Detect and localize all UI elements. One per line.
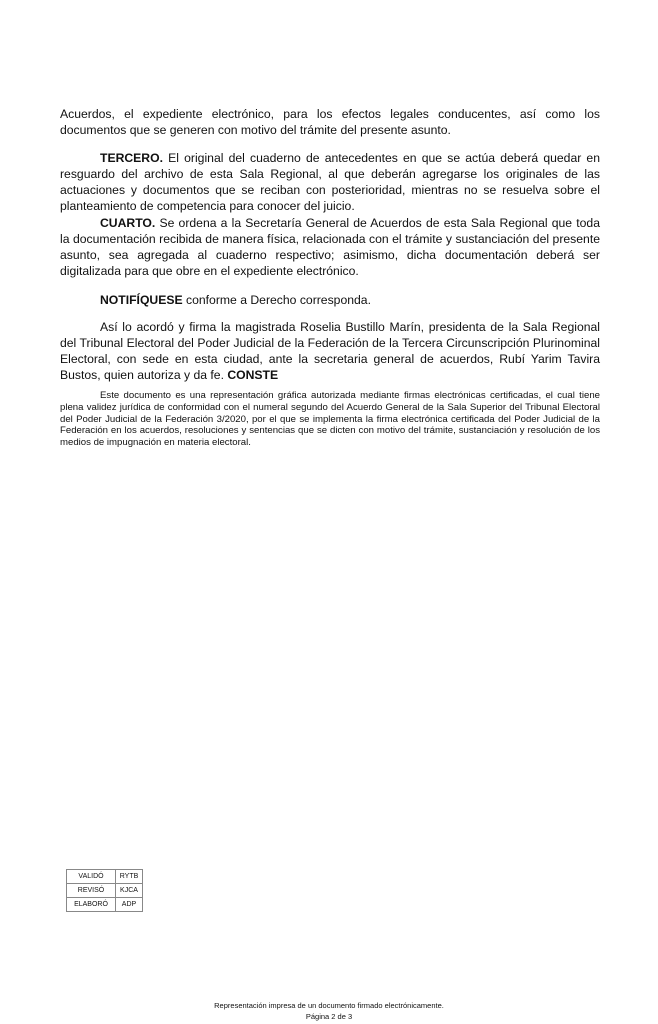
tercero-heading: TERCERO.: [100, 151, 163, 165]
notifiquese-heading: NOTIFÍQUESE: [100, 293, 183, 307]
initials-row: [67, 898, 143, 912]
closing-paragraph: [60, 319, 600, 383]
footer-page-number: Página 2 de 3: [305, 1012, 353, 1021]
initials-table: [66, 869, 143, 912]
initials-row: [67, 870, 143, 884]
intro-paragraph: Acuerdos, el expediente electrónico, para los efectos legales conducentes, así como los documentos que se generen con motivo del trámite del presente asunto.: [60, 107, 600, 137]
initials-value: ADP: [116, 898, 143, 912]
conste-word: CONSTE: [227, 368, 279, 382]
initials-value: KJCA: [116, 884, 143, 898]
closing-text: Así lo acordó y firma la magistrada Roselia Bustillo Marín, presidenta de la Sala Regional del Tribunal Electoral del Poder Judicial de la Federación de la Tercera Circunscripción Plurinominal Electoral, con sede en esta ciudad, ante la secretaria general de acuerdos, Rubí Yarim Tavira Bustos, quien autoriza y da fe.: [60, 320, 600, 382]
initials-role: ELABORÓ: [67, 898, 116, 912]
cuarto-text: Se ordena a la Secretaría General de Acuerdos de esta Sala Regional que toda la documentación recibida de manera física, relacionada con el trámite y sustanciación del presente asunto, sea agregada al cuaderno respectivo; asimismo, dicha documentación deberá ser digitalizada para que obre en el expediente electrónico.: [60, 216, 600, 278]
cuarto-paragraph: [60, 215, 600, 279]
electronic-signature-note: Este documento es una representación gráfica autorizada mediante firmas electrónicas certificadas, el cual tiene plena validez jurídica de conformidad con el numeral segundo del Acuerdo General de la Sala Superior del Tribunal Electoral del Poder Judicial de la Federación 3/2020, por el que se implementa la firma electrónica certificada del Poder Judicial de la Federación en los acuerdos, resoluciones y sentencias que se dicten con motivo del trámite, sustanciación y resolución de los medios de impugnación en materia electoral.: [60, 390, 600, 449]
notifiquese-paragraph: [60, 292, 600, 308]
initials-row: [67, 884, 143, 898]
footer-printed-representation: Representación impresa de un documento firmado electrónicamente.: [214, 1001, 444, 1010]
initials-value: RYTB: [116, 870, 143, 884]
tercero-paragraph: [60, 150, 600, 214]
cuarto-heading: CUARTO.: [100, 216, 156, 230]
initials-role: REVISÓ: [67, 884, 116, 898]
tercero-text: El original del cuaderno de antecedentes en que se actúa deberá quedar en resguardo del archivo de esta Sala Regional, al que deberán agregarse los originales de las actuaciones y documentos que se reciban con posterioridad, mientras no se resuelva sobre el planteamiento de competencia para conocer del juicio.: [60, 151, 600, 213]
notifiquese-text: conforme a Derecho corresponda.: [182, 293, 371, 307]
initials-role: VALIDÓ: [67, 870, 116, 884]
